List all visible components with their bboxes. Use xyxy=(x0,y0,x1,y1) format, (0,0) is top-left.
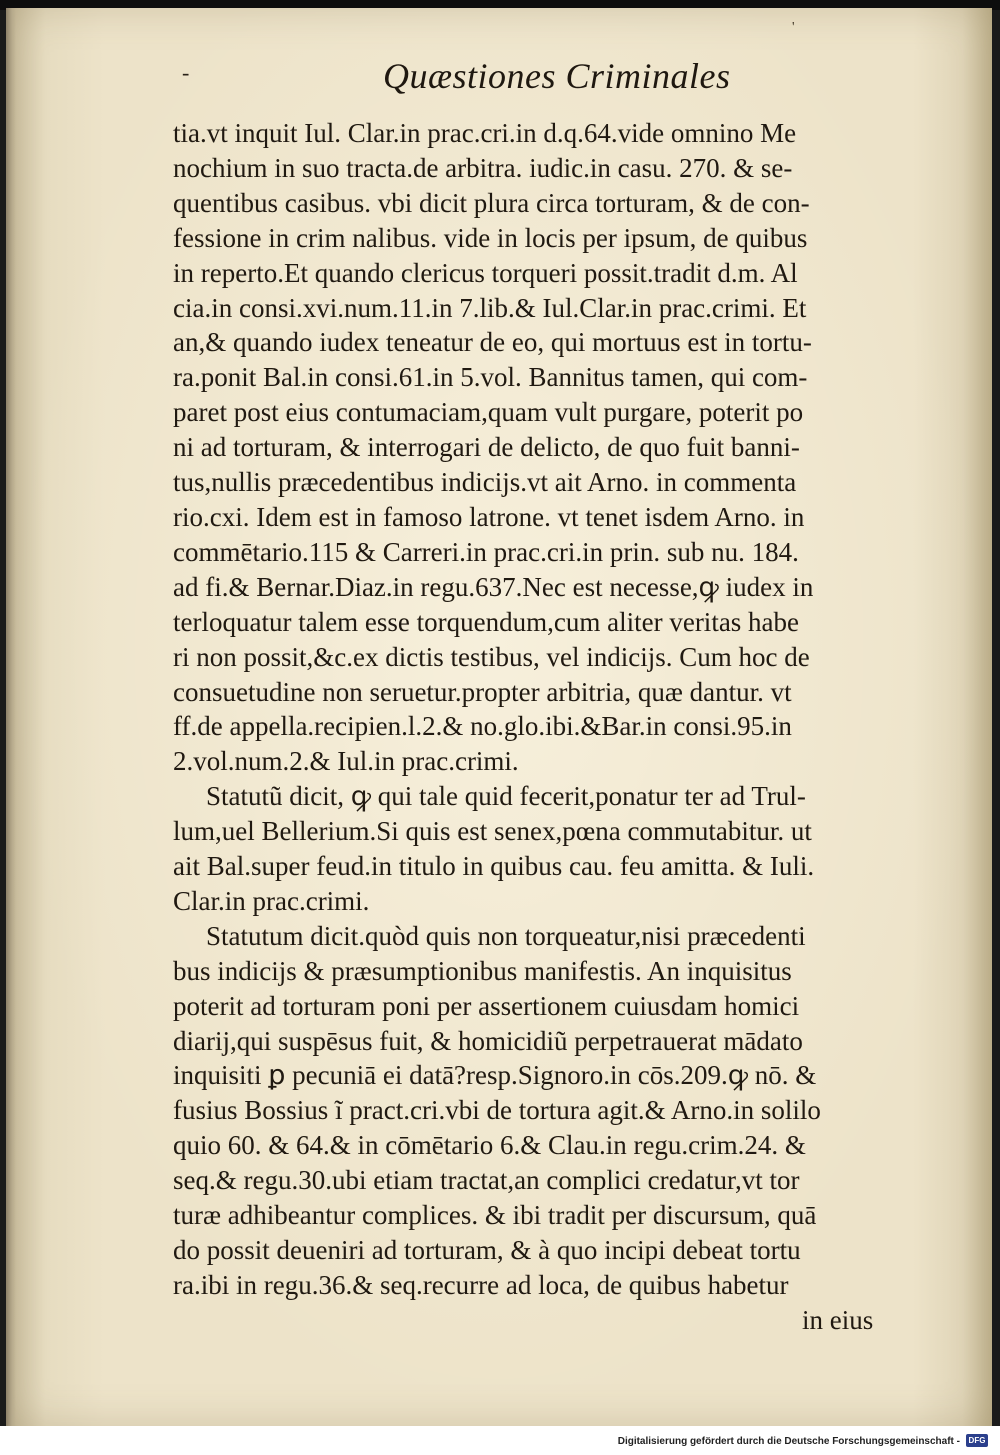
text-line: ff.de appella.recipien.l.2.& no.glo.ibi.&Bar.in consi.95.in xyxy=(173,711,792,742)
text-line: rio.cxi. Idem est in famoso latrone. vt tenet isdem Arno. in xyxy=(173,501,805,532)
text-line: cia.in consi.xvi.num.11.in 7.lib.& Iul.Clar.in prac.crimi. Et xyxy=(173,292,807,323)
text-line: ra.ponit Bal.in consi.61.in 5.vol. Bannitus tamen, qui com- xyxy=(173,362,808,393)
paragraph-start: Statutum dicit.quòd quis non torqueatur,nisi præcedenti xyxy=(206,920,806,951)
text-line: Clar.in prac.crimi. xyxy=(173,885,370,916)
text-line: ait Bal.super feud.in titulo in quibus cau. feu amitta. & Iuli. xyxy=(173,851,815,882)
page-mark: - xyxy=(182,60,190,85)
text-line: bus indicijs & præsumptionibus manifestis. An inquisitus xyxy=(173,955,792,986)
text-line: poterit ad torturam poni per assertionem cuiusdam homici xyxy=(173,990,800,1021)
dfg-logo-icon: DFG xyxy=(966,1434,988,1447)
text-line: consuetudine non seruetur.propter arbitria, quæ dantur. vt xyxy=(173,676,792,707)
text-line: tus,nullis præcedentibus indicijs.vt ait Arno. in commenta xyxy=(173,467,797,498)
text-line: fessione in crim nalibus. vide in locis per ipsum, de quibus xyxy=(173,222,808,253)
text-line: quio 60. & 64.& in cōmētario 6.& Clau.in regu.crim.24. & xyxy=(173,1130,806,1161)
body-text xyxy=(173,116,943,1338)
page-gutter-shadow xyxy=(6,8,16,1426)
text-line: ni ad torturam, & interrogari de delicto, de quo fuit banni- xyxy=(173,432,800,463)
text-line: nochium in suo tracta.de arbitra. iudic.in casu. 270. & se- xyxy=(173,152,793,183)
text-line: diarij,qui suspēsus fuit, & homicidiũ perpetrauerat mādato xyxy=(173,1025,803,1056)
text-line: paret post eius contumaciam,quam vult purgare, poterit po xyxy=(173,397,804,428)
running-head: Quæstiones Criminales xyxy=(383,56,731,96)
catchword: in eius xyxy=(802,1304,874,1335)
text-line: ra.ibi in regu.36.& seq.recurre ad loca, de quibus habetur xyxy=(173,1269,789,1300)
text-line: do possit deueniri ad torturam, & à quo incipi debeat tortu xyxy=(173,1235,801,1265)
text-line: 2.vol.num.2.& Iul.in prac.crimi. xyxy=(173,746,519,777)
text-line: in reperto.Et quando clericus torqueri possit.tradit d.m. Al xyxy=(173,257,798,288)
corner-mark: ' xyxy=(792,20,795,35)
text-line: quentibus casibus. vbi dicit plura circa torturam, & de con- xyxy=(173,187,810,218)
text-line: commētario.115 & Carreri.in prac.cri.in prin. sub nu. 184. xyxy=(173,536,799,567)
text-line: terloquatur talem esse torquendum,cum aliter veritas habe xyxy=(173,606,800,637)
text-line: seq.& regu.30.ubi etiam tractat,an complici credatur,vt tor xyxy=(173,1165,800,1196)
paragraph-start: Statutũ dicit, ꝙ qui tale quid fecerit,ponatur ter ad Trul- xyxy=(206,781,806,812)
text-line: ad fi.& Bernar.Diaz.in regu.637.Nec est necesse,ꝙ iudex in xyxy=(173,571,814,602)
text-line: tia.vt inquit Iul. Clar.in prac.cri.in d.q.64.vide omnino Me xyxy=(173,118,797,148)
text-line: turæ adhibeantur complices. & ibi tradit per discursum, quā xyxy=(173,1200,817,1231)
text-line: fusius Bossius ĩ pract.cri.vbi de tortura agit.& Arno.in solilo xyxy=(173,1095,821,1126)
text-line: lum,uel Bellerium.Si quis est senex,pœna commutabitur. ut xyxy=(173,816,812,847)
funding-credit: Digitalisierung gefördert durch die Deutsche Forschungsgemeinschaft - xyxy=(617,1436,960,1447)
text-line: ri non possit,&c.ex dictis testibus, vel indicijs. Cum hoc de xyxy=(173,641,810,672)
text-line: inquisiti ꝑ pecuniā ei datā?resp.Signoro.in cōs.209.ꝙ nō. & xyxy=(173,1060,817,1091)
text-line: an,& quando iudex teneatur de eo, qui mortuus est in tortu- xyxy=(173,327,812,358)
